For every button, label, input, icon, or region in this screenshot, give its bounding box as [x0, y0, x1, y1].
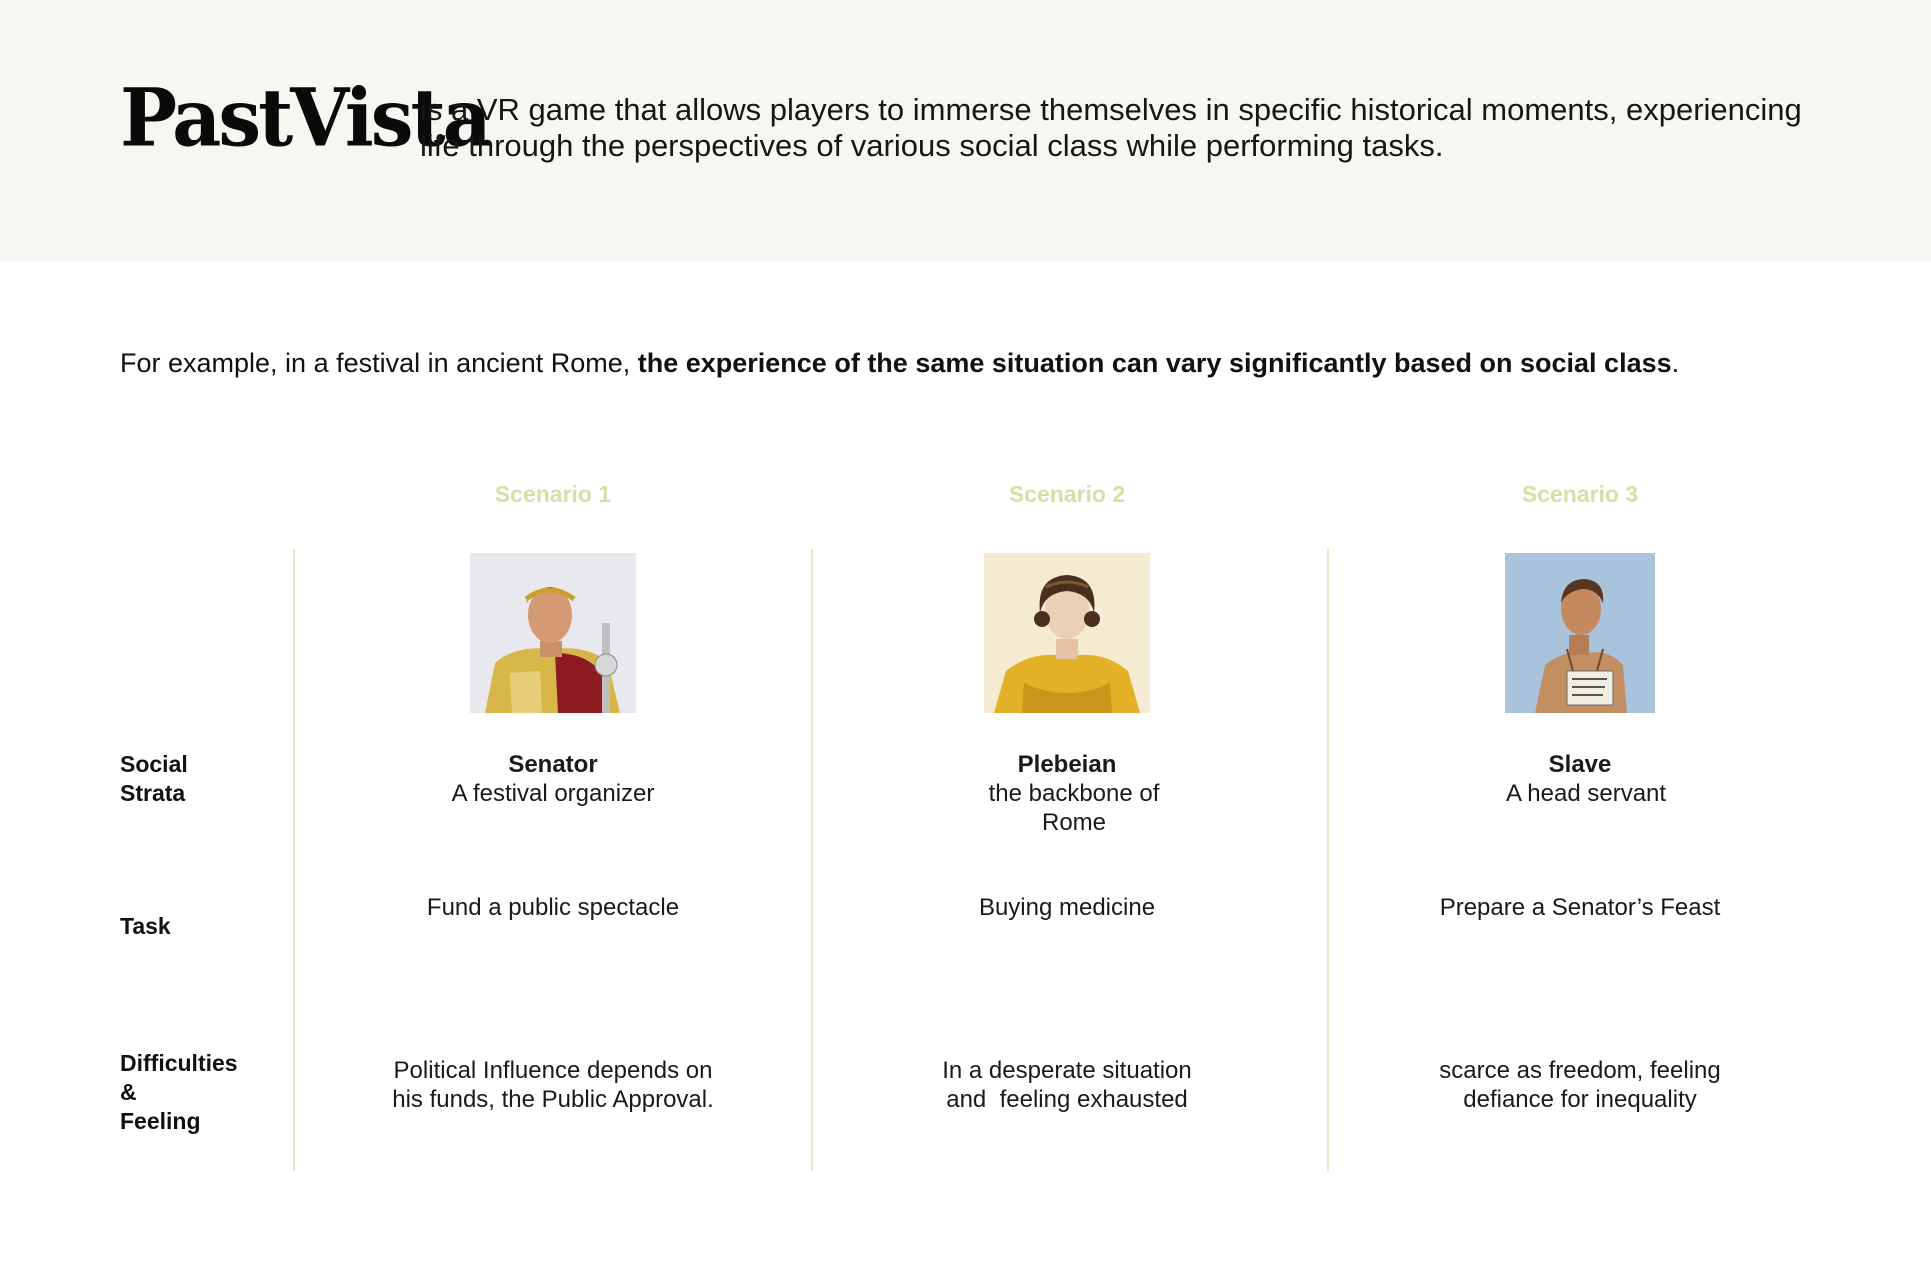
difficulty-line: and feeling exhausted — [946, 1086, 1188, 1113]
difficulty-line: scarce as freedom, feeling — [1439, 1057, 1721, 1084]
slave-strata — [1370, 750, 1790, 808]
intro-emphasis: the experience of the same situation can vary significantly based on social class — [637, 348, 1672, 378]
senator-portrait — [470, 553, 636, 713]
row-label-line: Feeling — [120, 1108, 201, 1134]
slave-task: Prepare a Senator’s Feast — [1439, 894, 1721, 921]
senator-difficulties — [343, 1056, 763, 1114]
column-divider — [811, 549, 813, 1171]
column-divider — [1327, 549, 1329, 1171]
strata-description: A festival organizer — [451, 780, 655, 807]
slave-portrait — [1505, 553, 1655, 713]
tagline: is a VR game that allows players to immerse themselves in specific historical moments, experiencing life through the perspectives of various social class while performing tasks. — [420, 92, 1802, 163]
row-label-line: Social — [120, 751, 188, 777]
intro-text — [120, 346, 1880, 380]
difficulty-line: his funds, the Public Approval. — [392, 1086, 714, 1113]
plebeian-difficulties — [857, 1056, 1277, 1114]
row-label-line: Strata — [120, 780, 186, 806]
difficulty-line: defiance for inequality — [1463, 1086, 1697, 1113]
scenario-2-title: Scenario 2 — [1008, 481, 1126, 507]
plebeian-strata — [857, 750, 1277, 837]
scenario-1-title: Scenario 1 — [494, 481, 612, 507]
intro-suffix: . — [1671, 348, 1680, 378]
slave-difficulties — [1370, 1056, 1790, 1114]
row-label-difficulties — [120, 1049, 238, 1136]
row-label-line: Difficulties — [120, 1050, 238, 1076]
row-label-line: & — [120, 1079, 137, 1105]
strata-description: A head servant — [1505, 780, 1667, 807]
scenario-3-title: Scenario 3 — [1521, 481, 1639, 507]
plebeian-task: Buying medicine — [978, 894, 1156, 921]
strata-description: the backbone of — [988, 780, 1160, 807]
row-label-task: Task — [120, 913, 171, 939]
senator-strata — [343, 750, 763, 808]
plebeian-portrait — [984, 553, 1150, 713]
difficulty-line: In a desperate situation — [942, 1057, 1192, 1084]
strata-name: Slave — [1548, 751, 1612, 778]
strata-name: Plebeian — [1017, 751, 1117, 778]
strata-description: Rome — [1041, 809, 1107, 836]
strata-name: Senator — [508, 751, 598, 778]
intro-prefix: For example, in a festival in ancient Rome, — [120, 348, 638, 378]
header-band — [0, 0, 1931, 262]
difficulty-line: Political Influence depends on — [393, 1057, 713, 1084]
senator-task: Fund a public spectacle — [426, 894, 680, 921]
column-divider — [293, 549, 295, 1171]
pastvista-logo: PastVista — [120, 70, 489, 165]
row-label-social-strata — [120, 750, 188, 808]
